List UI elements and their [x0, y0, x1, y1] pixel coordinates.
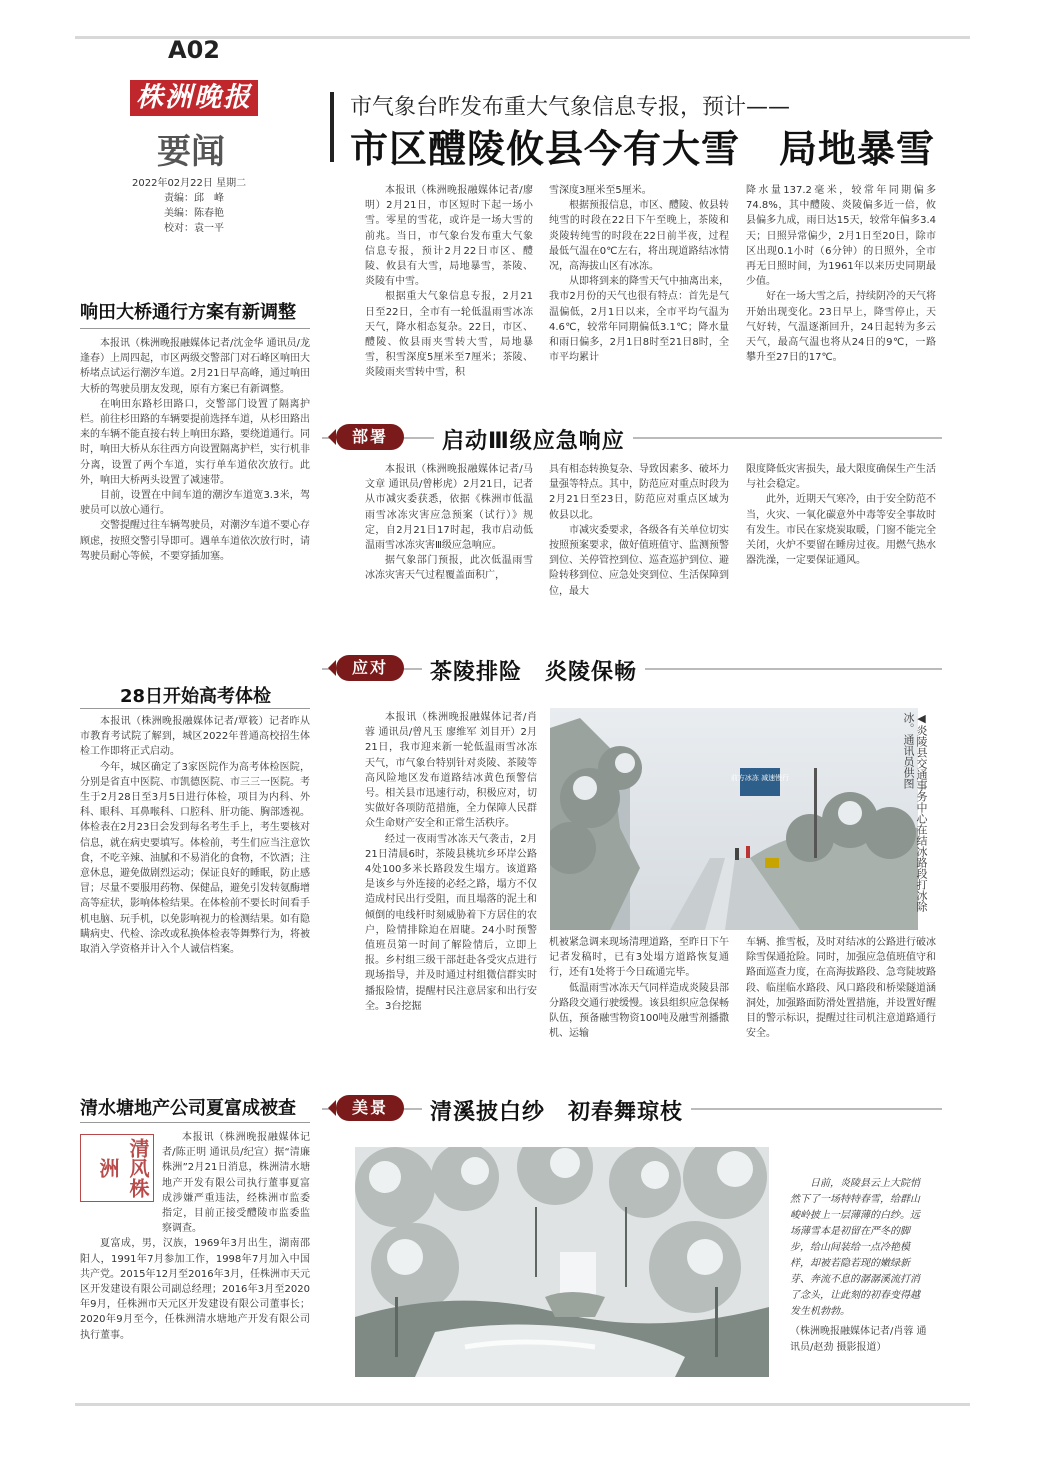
paragraph: 降水量137.2毫米，较常年同期偏多74.8%，其中醴陵、炎陵偏多近一倍，攸县偏多九成，雨日达15天，较常年偏多3.4天；日照异常偏少，2月1日至20日，除市区出现0.1小时（6分钟）的日照外，全市再无日照时间，为1961年以来历史同期最少值。 — [746, 185, 936, 288]
paragraph: 根据预报信息，市区、醴陵、攸县转纯雪的时段在22日下午至晚上，茶陵和炎陵转纯雪的时段在22日前半夜，过程最低气温在0℃左右，将出现道路结冰情况，高海拔山区有冰冻。 — [549, 200, 729, 273]
paragraph: 本报讯（株洲晚报融媒体记者/沈金华 通讯员/龙逢春）上周四起，市区两级交警部门对石峰区响田大桥堵点试运行潮汐车道。2月21日早高峰，通过响田大桥的驾驶员朋友发现，原有方案已有新调整。 — [80, 338, 310, 395]
paragraph: 经过一夜雨雪冰冻天气袭击，2月21日清晨6时，茶陵县桃坑乡环岸公路4处100多米长路段发生塌方。该道路是该乡与外连接的必经之路，塌方不仅造成村民出行受阻，而且塌落的泥土和倾倒的电线杆时刻威胁着下方居住的农户，险情排除迫在眉睫。24小时预警值班员第一时间了解险情后，立即上报。乡村组三级干部赶赴各受灾点进行现场指导，并及时通过村组微信群实时播报险情，提醒村民注意居家和出行安全。3台挖掘 — [365, 833, 537, 1012]
proofreader: 校对：袁一平 — [164, 223, 224, 234]
divider — [80, 708, 310, 709]
lead-col-1 — [365, 183, 533, 398]
page-number: A02 — [168, 36, 220, 64]
paragraph: 本报讯（株洲晚报融媒体记者/马文章 通讯员/曾彬虎）2月21日，记者从市减灾委获悉，依据《株洲市低温雨雪冰冻灾害应急预案（试行）》规定，自2月21日17时起，我市启动低温雨雪冰冻灾害Ⅲ级应急响应。 — [365, 464, 533, 552]
divider — [80, 328, 310, 329]
side2-title: 28日开始高考体检 — [120, 686, 272, 707]
road-sign-text: 前方冰冻 减速慢行 — [730, 774, 790, 782]
paragraph: 本报讯（株洲晚报融媒体记者/陈正明 通讯员/纪宣）据“清廉株洲”2月21日消息，株洲清水塘地产开发有限公司执行董事夏富成涉嫌严重违法，经株洲市监委指定，目前正接受醴陵市监委监察调查。 — [162, 1132, 310, 1235]
clean-zhuzhou-seal: 清风株洲 — [80, 1134, 154, 1202]
lead-col-3 — [746, 183, 936, 398]
paragraph: 雪深度3厘米至5厘米。 — [549, 185, 652, 196]
bushu-col-3 — [746, 462, 936, 622]
paragraph: 机被紧急调来现场清理道路，至昨日下午记者发稿时，已有3处塌方道路恢复通行，还有1处将于今日疏通完毕。 — [549, 937, 729, 979]
paragraph: 限度降低灾害损失，最大限度确保生产生活与社会稳定。 — [746, 464, 936, 491]
icy-road-caption: ◀炎陵县交通事务中心在结冰路段打冰除冰。通讯员供图 — [902, 712, 928, 912]
masthead-logo: 株洲晚报 — [130, 80, 258, 116]
designer: 美编：陈春艳 — [164, 208, 224, 219]
paragraph: 低温雨雪冰冻天气同样造成炎陵县部分路段交通行驶缓慢。该县组织应急保畅队伍，预备融雪物资100吨及融雪剂播撒机、运输 — [549, 982, 729, 1040]
paragraph: 在响田东路杉田路口，交警部门设置了隔离护栏。前往杉田路的车辆要提前选择车道，从杉田路出来的车辆不能直接右转上响田东路，要绕道通行。同时，响田大桥从东往西方向设置隔离护栏，实行机非分离，设置了两个车道，实行单车道依次放行。此外，响田大桥两头设置了减速带。 — [80, 398, 310, 486]
yingdui-col-1 — [365, 710, 537, 1060]
paragraph: 市减灾委要求，各级各有关单位切实按照预案要求，做好值班值守、监测预警到位、关停管控到位、巡查巡护到位、避险转移到位、应急处突到位、生活保障到位，最大 — [549, 524, 729, 597]
paragraph: 夏富成，男，汉族，1969年3月出生，湖南邵阳人，1991年7月参加工作，1998年7月加入中国共产党。2015年12月至2016年3月，任株洲市天元区开发建设有限公司副总经理；2016年3月至2020年9月，任株洲市天元区开发建设有限公司董事长；2020年9月至今，任株洲清水塘地产开发有限公司执行董事。 — [80, 1238, 310, 1341]
paragraph: 目前，设置在中间车道的潮汐车道宽3.3米，驾驶员可以放心通行。 — [80, 490, 310, 517]
meijing-caption: 日前，炎陵县云上大院悄然下了一场特特春雪，给群山峻岭披上一层薄薄的白纱。远场薄雪本是初留在严冬的脚步，给山间装给一点冷艳模样，却被若隐若现的嫩绿新芽、奔流不息的潺潺溪流打消了念头，让此刻的初春变得越发生机勃勃。 — [790, 1178, 920, 1317]
snowy-stream-photo — [355, 1147, 769, 1377]
editor: 责编：邱 峰 — [164, 193, 224, 204]
paragraph: 好在一场大雪之后，持续阴冷的天气将开始出现变化。23日早上，降雪停止，天气好转，气温逐渐回升，24日起转为多云天气，最高气温也将从24日的9℃，一路攀升至27日的17℃。 — [746, 291, 936, 364]
section-title: 要闻 — [157, 132, 225, 172]
yingdui-tag: 应对 — [336, 655, 404, 681]
side1-body — [80, 336, 310, 648]
paragraph: 交警提醒过往车辆驾驶员，对潮汐车道不要心存顾虑，按照交警引导即可。遇单车道依次放行时，请驾驶员耐心等候，不要穿插加塞。 — [80, 520, 310, 562]
bushu-tag: 部署 — [336, 424, 404, 450]
paragraph: 本报讯（株洲晚报融媒体记者/覃筱）记者昨从市教育考试院了解到，城区2022年普通高校招生体检工作即将正式启动。 — [80, 716, 310, 758]
paragraph: 此外，近期天气寒冷，由于安全防范不当，火灾、一氧化碳意外中毒等安全事故时有发生。市民在家烧炭取暖，门窗不能完全关闭，火炉不要留在睡房过夜。用燃气热水器洗澡，一定要保证通风。 — [746, 494, 936, 567]
paragraph: 车辆、推雪板，及时对结冰的公路进行破冰除雪保通抢险。同时，加强应急值班值守和路面巡查力度，在高海拔路段、急弯陡坡路段、临崖临水路段、风口路段和桥梁隧道涵洞处，加强路面防滑处置措施，并设置好醒目的警示标识，提醒过往司机注意道路通行安全。 — [746, 937, 936, 1040]
yingdui-col-2 — [549, 935, 729, 1059]
paragraph: 从即将到来的降雪天气中抽离出来，我市2月份的天气也很有特点：首先是气温偏低，2月1日以来，全市平均气温为4.6℃，较常年同期偏低3.1℃；降水量和雨日偏多，2月1日8时至21日8时，全市平均累计 — [549, 276, 729, 364]
side3-title: 清水塘地产公司夏富成被查 — [80, 1098, 296, 1119]
bushu-col-2 — [549, 462, 729, 622]
yingdui-col-3 — [746, 935, 936, 1059]
paragraph: 今年，城区确定了3家医院作为高考体检医院，分别是省直中医院、市凯德医院、市三三一医院。考生于2月28日至3月5日进行体检，项目为内科、外科、眼科、耳鼻喉科、口腔科、肝功能、胸部透视。体检表在2月23日会发到每名考生手上，考生要核对信息，就在病史要填写。体检前，考生们应当注意饮食，不吃辛辣、油腻和不易消化的食物，不饮酒；注意休息，避免做剧烈运动；保证良好的睡眠，防止感冒；尽量不要服用药物、保健品，避免引发转氨酶增高等症状，影响体检结果。在体检前不要长时间看手机电脑、玩手机，以免影响视力的检测结果。如有隐瞒病史、代检、涂改或私换体检表等舞弊行为，将被取消入学资格并计入个人诚信档案。 — [80, 761, 310, 956]
paragraph: 具有相态转换复杂、导致因素多、破坏力量强等特点。其中，防范应对重点时段为2月21日至23日，防范应对重点区域为攸县以北。 — [549, 464, 729, 521]
lead-headline: 市区醴陵攸县今有大雪 局地暴雪 — [350, 127, 936, 171]
meijing-caption-block — [790, 1176, 928, 1376]
side1-title: 响田大桥通行方案有新调整 — [80, 302, 296, 323]
issue-date: 2022年02月22日 星期二 — [132, 178, 247, 189]
edition-meta — [132, 176, 246, 236]
meijing-title: 清溪披白纱 初春舞琼枝 — [422, 1095, 691, 1126]
bottom-rule — [75, 1403, 970, 1406]
meijing-tag: 美景 — [336, 1095, 404, 1121]
paragraph: 本报讯（株洲晚报融媒体记者/肖蓉 通讯员/曾凡玉 廖维军 刘目开）2月21日，我市迎来新一轮低温雨雪冰冻天气，市气象台特别针对炎陵、茶陵等高风险地区发布道路结冰黄色预警信号。相关县市迅速行动，积极应对，切实做好各项防范措施，全力保障人民群众生命财产安全和正常生活秩序。 — [365, 712, 537, 830]
paragraph: 据气象部门预报，此次低温雨雪冰冻灾害天气过程覆盖面积广， — [365, 555, 533, 582]
bushu-col-1 — [365, 462, 533, 622]
side2-body — [80, 714, 310, 1062]
headline-bar — [330, 92, 334, 162]
divider — [80, 1122, 310, 1123]
lead-subhead: 市气象台昨发布重大气象信息专报，预计—— — [350, 95, 791, 120]
bushu-title: 启动Ⅲ级应急响应 — [434, 424, 633, 455]
side3-body — [80, 1130, 310, 1382]
paragraph: 本报讯（株洲晚报融媒体记者/廖明）2月21日，市区短时下起一场小雪。零星的雪花，或许是一场大雪的前兆。当日，市气象台发布重大气象信息专报，预计2月22日市区、醴陵、攸县有大雪，局地暴雪，茶陵、炎陵有中雪。 — [365, 185, 533, 288]
yingdui-title: 茶陵排险 炎陵保畅 — [422, 655, 645, 686]
lead-col-2 — [549, 183, 729, 398]
meijing-credit: （株洲晚报融媒体记者/肖蓉 通讯员/赵劲 摄影报道） — [790, 1326, 927, 1353]
icy-road-photo — [550, 708, 918, 930]
paragraph: 根据重大气象信息专报，2月21日至22日，全市有一轮低温雨雪冰冻天气，降水相态复杂。22日，市区、醴陵、攸县雨夹雪转大雪，局地暴雪，积雪深度5厘米至7厘米；茶陵、炎陵雨夹雪转中雪，积 — [365, 291, 533, 379]
